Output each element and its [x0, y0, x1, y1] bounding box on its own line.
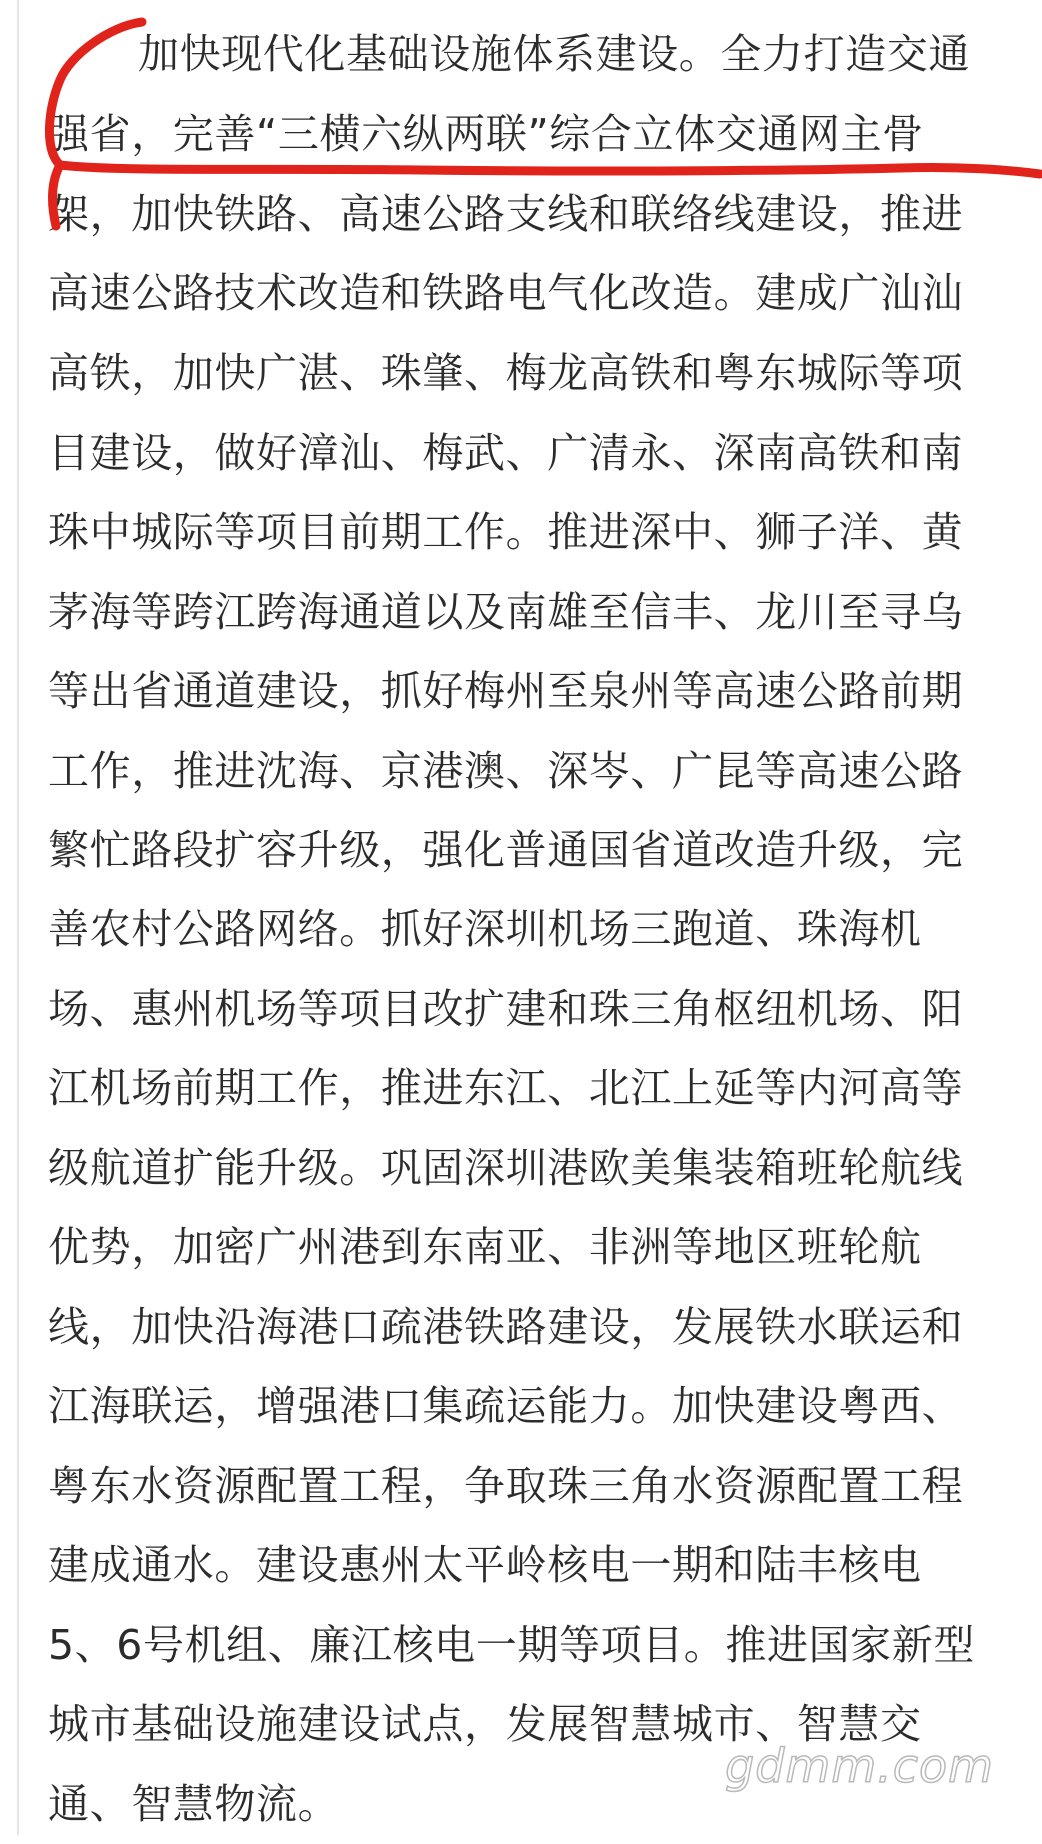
- paragraph-line: 强省，完善“三横六纵两联”综合立体交通网主骨: [48, 110, 924, 158]
- paragraph-line: 粤东水资源配置工程，争取珠三角水资源配置工程: [48, 1462, 964, 1510]
- left-margin-rule: [17, 0, 19, 1835]
- paragraph-line: 善农村公路网络。抓好深圳机场三跑道、珠海机: [48, 905, 922, 953]
- paragraph-line: 高铁，加快广湛、珠肇、梅龙高铁和粤东城际等项: [48, 349, 964, 397]
- paragraph-line: 工作，推进沈海、京港澳、深岑、广昆等高速公路: [48, 747, 964, 795]
- paragraph-line: 高速公路技术改造和铁路电气化改造。建成广汕汕: [48, 269, 964, 317]
- paragraph-line: 等出省通道建设，抓好梅州至泉州等高速公路前期: [48, 667, 964, 715]
- paragraph-line: 线，加快沿海港口疏港铁路建设，发展铁水联运和: [48, 1303, 964, 1351]
- paragraph-line: 5、6号机组、廉江核电一期等项目。推进国家新型: [48, 1621, 975, 1669]
- site-watermark: gdmm.com: [725, 1739, 994, 1793]
- paragraph-line: 加快现代化基础设施体系建设。全力打造交通: [138, 30, 970, 78]
- paragraph-line: 目建设，做好漳汕、梅武、广清永、深南高铁和南: [48, 429, 964, 477]
- paragraph-line: 繁忙路段扩容升级，强化普通国省道改造升级，完: [48, 826, 964, 874]
- paragraph-line: 优势，加密广州港到东南亚、非洲等地区班轮航: [48, 1223, 922, 1271]
- paragraph-line: 城市基础设施建设试点，发展智慧城市、智慧交: [48, 1700, 922, 1748]
- paragraph-line: 场、惠州机场等项目改扩建和珠三角枢纽机场、阳: [48, 985, 964, 1033]
- paragraph-line: 通、智慧物流。: [48, 1780, 340, 1828]
- paragraph-line: 级航道扩能升级。巩固深圳港欧美集装箱班轮航线: [48, 1144, 964, 1192]
- paragraph-line: 江海联运，增强港口集疏运能力。加快建设粤西、: [48, 1382, 964, 1430]
- paragraph-line: 江机场前期工作，推进东江、北江上延等内河高等: [48, 1064, 964, 1112]
- paragraph-line: 茅海等跨江跨海通道以及南雄至信丰、龙川至寻乌: [48, 588, 964, 636]
- paragraph-line: 架，加快铁路、高速公路支线和联络线建设，推进: [48, 190, 964, 238]
- paragraph-line: 珠中城际等项目前期工作。推进深中、狮子洋、黄: [48, 508, 964, 556]
- paragraph-line: 建成通水。建设惠州太平岭核电一期和陆丰核电: [48, 1541, 922, 1589]
